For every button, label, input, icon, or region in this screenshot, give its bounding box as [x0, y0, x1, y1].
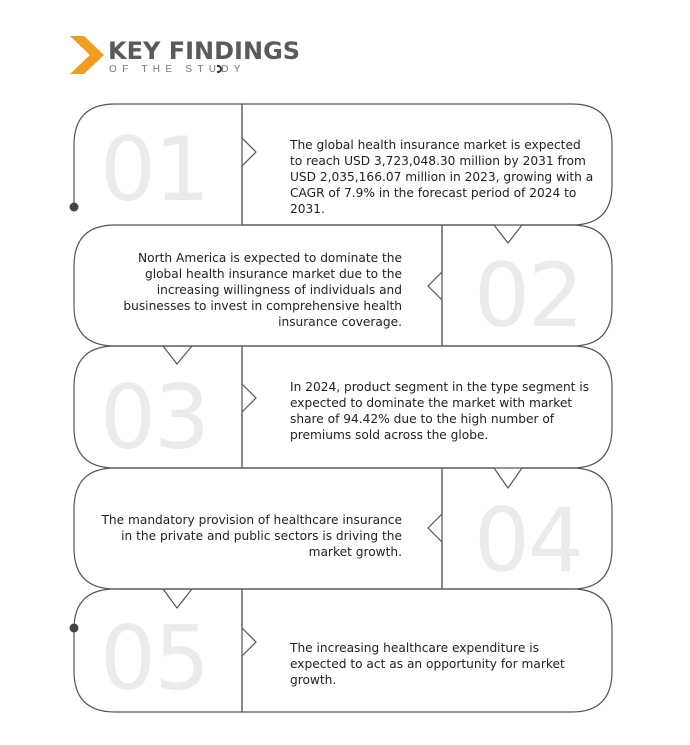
- finding-text-4: The mandatory provision of healthcare insurance in the private and public sectors is driving the market growth.: [101, 513, 402, 559]
- finding-text-1: The global health insurance market is expected to reach USD 3,723,048.30 million by 2031 from USD 2,035,166.07 million in 2023, growing with a CAGR of 7.9% in the forecast period of 2024 to 2031.: [290, 138, 594, 216]
- finding-text-5: The increasing healthcare expenditure is expected to act as an opportunity for market growth.: [290, 641, 565, 687]
- page-title: KEY FINDINGS: [108, 37, 301, 65]
- page-subtitle: OF THE STUDY: [109, 64, 246, 75]
- finding-number-5: 05: [100, 607, 208, 710]
- notch-3: [242, 346, 256, 468]
- finding-number-1: 01: [100, 118, 208, 221]
- notch-5: [242, 589, 256, 712]
- finding-text-2: North America is expected to dominate the global health insurance market due to the increasing willingness of individuals and businesses to invest in comprehensive health insurance coverage.: [123, 251, 402, 329]
- notch-1: [242, 104, 256, 225]
- notch-2: [428, 225, 442, 346]
- finding-number-4: 04: [474, 489, 582, 592]
- notch-4: [428, 468, 442, 589]
- end-dot: [70, 624, 79, 633]
- finding-text-3: In 2024, product segment in the type segment is expected to dominate the market with market share of 94.42% due to the high number of premiums sold across the globe.: [290, 380, 590, 442]
- start-dot: [70, 203, 79, 212]
- finding-number-2: 02: [474, 244, 582, 347]
- finding-number-3: 03: [100, 366, 208, 469]
